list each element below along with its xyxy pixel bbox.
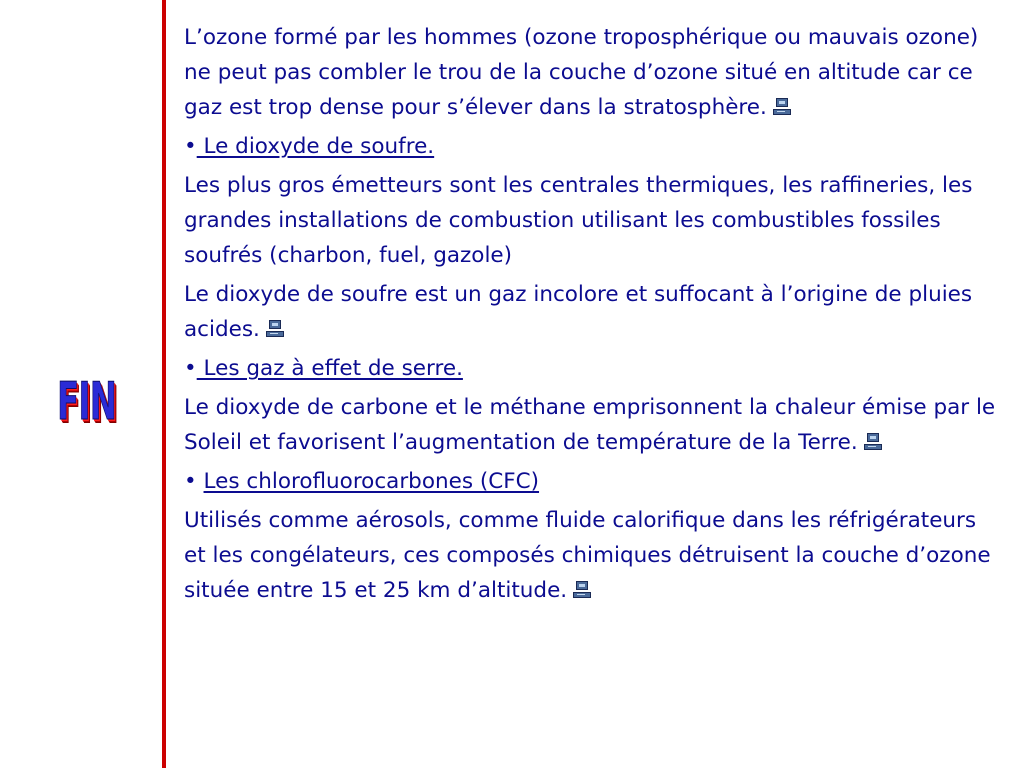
section-heading-cfc [184,464,1004,499]
bullet: • [184,469,197,494]
paragraph-emitters [184,168,1004,273]
heading-link-cfc[interactable]: Les chlorofluorocarbones (CFC) [203,469,540,494]
paragraph-greenhouse-text: Le dioxyde de carbone et le méthane emprisonnent la chaleur émise par le Soleil et favorisent l’augmentation de température de la Terre. [184,395,996,455]
computer-icon[interactable] [864,433,882,451]
fin-button[interactable] [48,364,126,440]
bullet: • [184,134,197,159]
computer-icon[interactable] [573,581,591,599]
heading-link-greenhouse[interactable]: Les gaz à effet de serre. [196,356,463,381]
text-content [184,20,1004,608]
fin-label: FIN [57,372,117,432]
computer-icon[interactable] [773,98,791,116]
paragraph-ozone-text: L’ozone formé par les hommes (ozone troposphérique ou mauvais ozone) ne peut pas combler le trou de la couche d’ozone situé en altitude car ce gaz est trop dense pour s’élever dans la stratosphère. [184,25,979,120]
red-vertical-rule [162,0,166,768]
section-heading-greenhouse [184,351,1004,386]
paragraph-cfc [184,503,1004,608]
paragraph-greenhouse [184,390,1004,460]
paragraph-so2-text: Le dioxyde de soufre est un gaz incolore et suffocant à l’origine de pluies acides. [184,282,973,342]
paragraph-cfc-text: Utilisés comme aérosols, comme fluide calorifique dans les réfrigérateurs et les congélateurs, ces composés chimiques détruisent la couche d’ozone située entre 15 et 25 km d’altitude. [184,508,991,603]
paragraph-emitters-text: Les plus gros émetteurs sont les centrales thermiques, les raffineries, les grandes installations de combustion utilisant les combustibles fossiles soufrés (charbon, fuel, gazole) [184,173,973,268]
computer-icon[interactable] [266,320,284,338]
paragraph-ozone [184,20,1004,125]
heading-link-so2[interactable]: Le dioxyde de soufre. [196,134,435,159]
paragraph-so2 [184,277,1004,347]
section-heading-so2 [184,129,1004,164]
bullet: • [184,356,197,381]
